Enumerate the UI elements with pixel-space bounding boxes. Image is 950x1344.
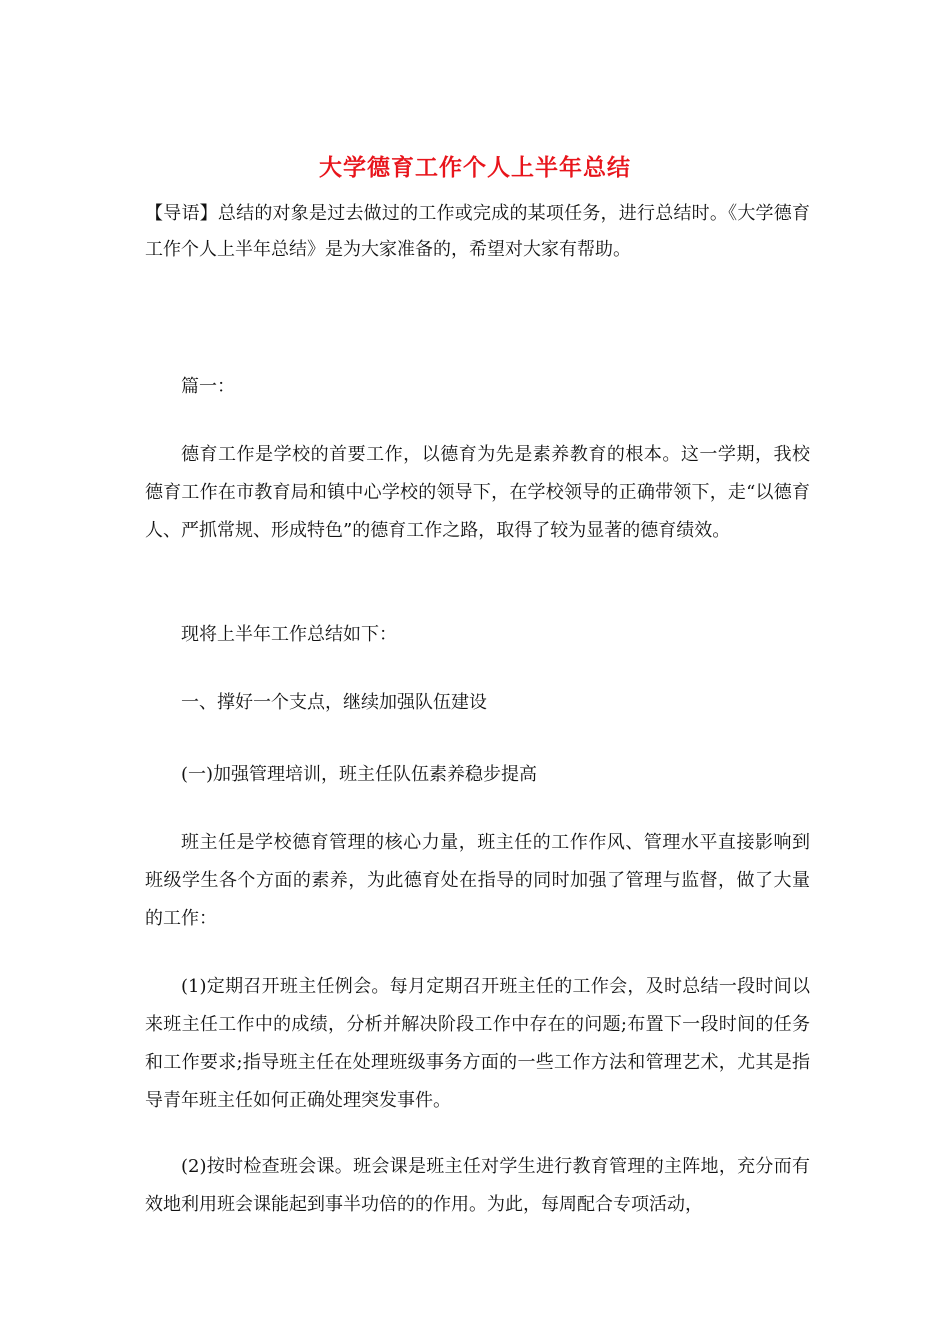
paragraph-heading: 一、撑好一个支点，继续加强队伍建设 bbox=[181, 692, 487, 713]
paragraph: (2)按时检查班会课。班会课是班主任对学生进行教育管理的主阵地，充分而有效地利用班会课能起到事半功倍的的作用。为此，每周配合专项活动， bbox=[145, 1156, 810, 1215]
document-title: 大学德育工作个人上半年总结 bbox=[319, 154, 631, 181]
paragraph: (1)定期召开班主任例会。每月定期召开班主任的工作会，及时总结一段时间以来班主任工作中的成绩，分析并解决阶段工作中存在的问题;布置下一段时间的任务和工作要求;指导班主任在处理班级事务方面的一些工作方法和管理艺术，尤其是指导青年班主任如何正确处理突发事件。 bbox=[145, 976, 810, 1111]
paragraph-subheading: (一)加强管理培训，班主任队伍素养稳步提高 bbox=[181, 764, 538, 785]
paragraph-section-heading: 篇一： bbox=[181, 376, 235, 397]
paragraph: 德育工作是学校的首要工作，以德育为先是素养教育的根本。这一学期，我校德育工作在市教育局和镇中心学校的领导下，在学校领导的正确带领下，走“以德育人、严抓常规、形成特色”的德育工作之路，取得了较为显著的德育绩效。 bbox=[145, 444, 810, 541]
paragraph: 现将上半年工作总结如下： bbox=[181, 624, 397, 645]
document-intro: 【导语】总结的对象是过去做过的工作或完成的某项任务，进行总结时。《大学德育工作个人上半年总结》是为大家准备的，希望对大家有帮助。 bbox=[145, 203, 810, 260]
paragraph: 班主任是学校德育管理的核心力量，班主任的工作作风、管理水平直接影响到班级学生各个方面的素养，为此德育处在指导的同时加强了管理与监督，做了大量的工作： bbox=[145, 832, 810, 929]
